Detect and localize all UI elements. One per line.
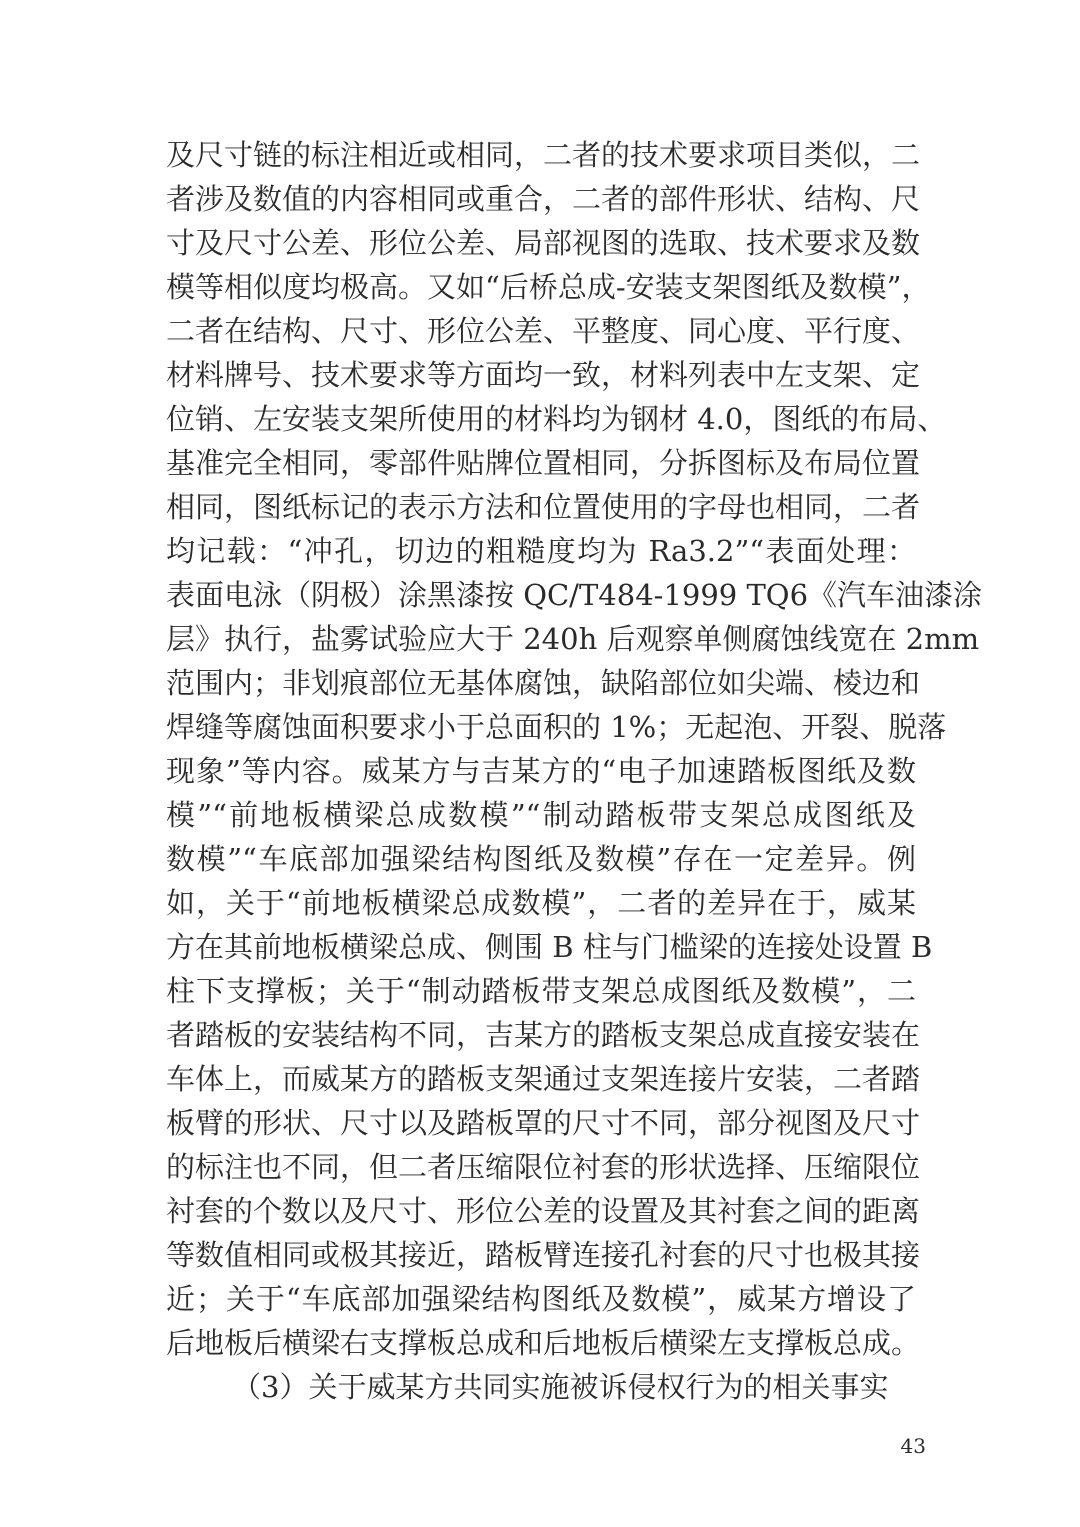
body-text-line-27: 近；关于“车底部加强梁结构图纸及数模”，威某方增设了 — [166, 1282, 916, 1316]
body-text-line-7: 位销、左安装支架所使用的材料均为钢材 4.0，图纸的布局、 — [166, 402, 947, 436]
body-text-line-28: 后地板后横梁右支撑板总成和后地板后横梁左支撑板总成。 — [166, 1326, 921, 1360]
body-text-line-16: 模”“前地板横梁总成数模”“制动踏板带支架总成图纸及 — [166, 798, 916, 832]
body-text-line-26: 等数值相同或极其接近，踏板臂连接孔衬套的尺寸也极其接 — [166, 1238, 921, 1272]
body-text-line-5: 二者在结构、尺寸、形位公差、平整度、同心度、平行度、 — [166, 314, 921, 348]
body-text-line-13: 范围内；非划痕部位无基体腐蚀，缺陷部位如尖端、棱边和 — [166, 666, 921, 700]
body-text-line-15: 现象”等内容。威某方与吉某方的“电子加速踏板图纸及数 — [166, 754, 916, 788]
body-text-line-18: 如，关于“前地板横梁总成数模”，二者的差异在于，威某 — [166, 886, 916, 920]
page-number: 43 — [900, 1434, 926, 1458]
section-heading: （3）关于威某方共同实施被诉侵权行为的相关事实 — [232, 1370, 889, 1404]
body-text-line-25: 衬套的个数以及尺寸、形位公差的设置及其衬套之间的距离 — [166, 1194, 921, 1228]
body-text-line-22: 车体上，而威某方的踏板支架通过支架连接片安装，二者踏 — [166, 1062, 921, 1096]
body-text-line-23: 板臂的形状、尺寸以及踏板罩的尺寸不同，部分视图及尺寸 — [166, 1106, 921, 1140]
body-text-line-2: 者涉及数值的内容相同或重合，二者的部件形状、结构、尺 — [166, 182, 921, 216]
body-text-line-14: 焊缝等腐蚀面积要求小于总面积的 1%；无起泡、开裂、脱落 — [166, 710, 947, 744]
body-text-line-8: 基准完全相同，零部件贴牌位置相同，分拆图标及布局位置 — [166, 446, 921, 480]
body-text-line-1: 及尺寸链的标注相近或相同，二者的技术要求项目类似，二 — [166, 138, 921, 172]
body-text-line-3: 寸及尺寸公差、形位公差、局部视图的选取、技术要求及数 — [166, 226, 921, 260]
body-text-line-24: 的标注也不同，但二者压缩限位衬套的形状选择、压缩限位 — [166, 1150, 921, 1184]
body-text-line-19: 方在其前地板横梁总成、侧围 B 柱与门槛梁的连接处设置 B — [166, 930, 933, 964]
body-text-line-20: 柱下支撑板；关于“制动踏板带支架总成图纸及数模”，二 — [166, 974, 916, 1008]
body-text-line-12: 层》执行，盐雾试验应大于 240h 后观察单侧腐蚀线宽在 2mm — [166, 622, 980, 656]
body-text-line-21: 者踏板的安装结构不同，吉某方的踏板支架总成直接安装在 — [166, 1018, 921, 1052]
body-text-line-17: 数模”“车底部加强梁结构图纸及数模”存在一定差异。例 — [166, 842, 916, 876]
body-text-line-10: 均记载：“冲孔，切边的粗糙度均为 Ra3.2”“表面处理： — [166, 534, 916, 568]
body-text-line-4: 模等相似度均极高。又如“后桥总成-安装支架图纸及数模”， — [166, 270, 931, 304]
body-text-line-11: 表面电泳（阴极）涂黑漆按 QC/T484-1999 TQ6《汽车油漆涂 — [166, 578, 983, 612]
body-text-line-9: 相同，图纸标记的表示方法和位置使用的字母也相同，二者 — [166, 490, 921, 524]
body-text-line-6: 材料牌号、技术要求等方面均一致，材料列表中左支架、定 — [166, 358, 921, 392]
